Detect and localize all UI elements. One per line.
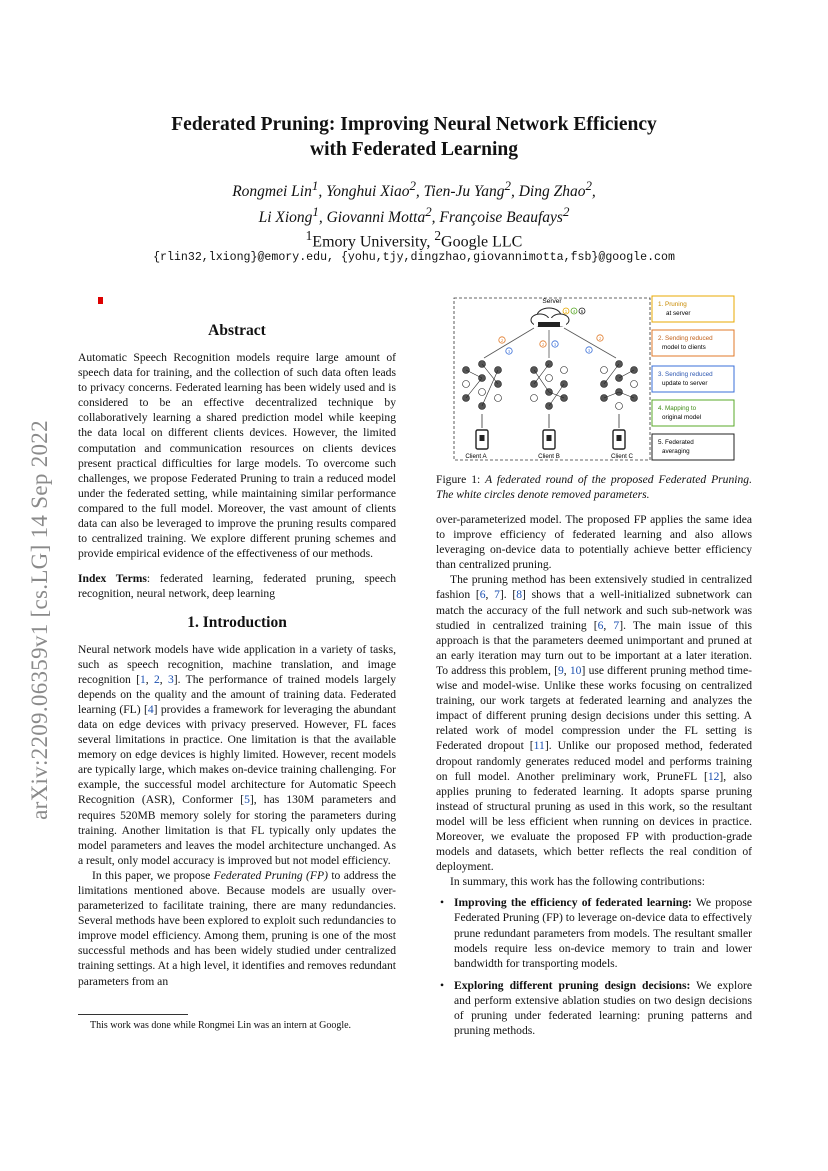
client-c-label: Client C <box>610 453 634 460</box>
affiliations: $^1$Emory University, $^2$Google LLC <box>305 228 523 251</box>
svg-text:2: 2 <box>598 336 602 341</box>
citation-link[interactable]: 4 <box>147 702 154 716</box>
svg-text:3: 3 <box>587 348 591 353</box>
author-emails: {rlin32,lxiong}@emory.edu, {yohu,tjy,dingzhao,giovannimotta,fsb}@google.com <box>153 251 675 264</box>
citation-link[interactable]: 12 <box>707 769 720 783</box>
right-paragraph-2: The pruning method has been extensively studied in centralized fashion [6, 7]. [8] shows that a well-initialized subnetwork can match the accuracy of the full network and such sub-network was studied in centralized training [6, 7]. The main issue of this approach is that the parameters deemed unimportant and pruned at an early iteration may turn out to be important at a later iteration. To address this problem, [9, 10] use different pruning method time-wise and model-wise. Unlike these works focusing on centralized training, our work targets at federated learning and analyzes the impact of different pruning design decisions under this setting. A related work of model compression under the FL setting is Federated dropout [11]. Unlike our proposed method, federated dropout randomly generates reduced model and performs training on full model. Another preliminary work, PruneFL [12], also applies pruning to federated learning. It adopts sparse pruning instead of structural pruning as used in this work, so the resultant model will be less efficient when running on devices in practice. Moreover, we evaluate the proposed FP with production-grade models and datasets, which better reflects the real condition of deployment. <box>436 573 753 874</box>
left-column <box>78 320 396 989</box>
list-item: • Improving the efficiency of federated learning: We propose Federated Pruning (FP) to leverage on-device data to effectively prune redundant parameters from models. The resultant smaller models require less on-device memory to train and lower bandwidth for transporting models. <box>454 895 752 970</box>
svg-text:3. Sending reduced: 3. Sending reduced <box>658 371 713 378</box>
federated-pruning-diagram <box>436 292 752 464</box>
citation-link[interactable]: 2 <box>153 672 160 686</box>
arxiv-id: arXiv:2209.06359v1 [cs.LG] 14 Sep 2022 <box>27 420 52 820</box>
figure-caption: Figure 1: A federated round of the proposed Federated Pruning. The white circles denote removed parameters. <box>436 473 752 501</box>
citation-link[interactable]: 8 <box>516 588 523 602</box>
title-line-2: with Federated Learning <box>310 139 518 160</box>
svg-text:4: 4 <box>572 309 576 314</box>
title-line-1: Federated Pruning: Improving Neural Network Efficiency <box>171 114 657 135</box>
right-paragraph-3: In summary, this work has the following contributions: <box>450 875 705 889</box>
legend-step-3 <box>652 366 734 392</box>
author-list: Rongmei Lin$^1$, Yonghui Xiao$^2$, Tien-Ju Yang$^2$, Ding Zhao$^2$, Li Xiong$^1$, Giovanni Motta$^2$, Françoise Beaufays$^2$ <box>232 178 596 227</box>
footnote <box>78 1014 396 1031</box>
contributions-list <box>436 895 752 1038</box>
svg-text:2: 2 <box>500 338 504 343</box>
arrow-to-client-c <box>564 328 616 358</box>
svg-text:averaging: averaging <box>662 448 690 455</box>
intro-paragraph-2: In this paper, we propose Federated Pruning (FP) to address the limitations mentioned above. Because models are usually over-parameterized to facilitate training, there are many redundancies. Several methods have been explored to exploit such redundancies to improve model efficiency. Among them, pruning is one of the most successful methods and has been widely studied under centralized training settings. At a high level, it identifies and removes redundant parameters from an <box>78 868 397 988</box>
citation-link[interactable]: 3 <box>167 672 174 686</box>
svg-text:5: 5 <box>580 309 584 314</box>
svg-text:1: 1 <box>564 309 568 314</box>
client-b-label: Client B <box>538 453 560 460</box>
svg-text:2: 2 <box>541 342 545 347</box>
author-name: Tien-Ju Yang <box>423 183 505 201</box>
citation-link[interactable]: 5 <box>244 793 250 807</box>
svg-text:4. Mapping to: 4. Mapping to <box>658 405 697 412</box>
author-name: Li Xiong <box>258 209 313 227</box>
svg-text:original model: original model <box>662 414 702 421</box>
right-paragraph-1: over-parameterized model. The proposed FP applies the same idea to improve efficiency of federated learning and also allows leveraging on-device data to potentially achieve better efficiency than centralized pruning. <box>436 513 752 572</box>
client-c-network <box>601 361 638 410</box>
citation-link[interactable]: 6 <box>597 618 604 632</box>
footnote-text: This work was done while Rongmei Lin was an intern at Google. <box>90 1020 352 1031</box>
svg-text:3: 3 <box>507 349 511 354</box>
abstract-text: Automatic Speech Recognition models require large amount of speech data for training, and the collection of such data often leads to privacy concerns. Federated learning has been widely used and is considered to be an effective decentralized technique by collaboratively learning a shared prediction model while keeping the data local on different clients devices. However, the limited computation and communication resources on clients devices present practical difficulties for large models. To overcome such challenges, we propose Federated Pruning to train a reduced model under the federated setting, while maintaining similar performance compared to the full model. Moreover, the vast amount of clients data can also be leveraged to improve the pruning results compared to centralized training. We explore different pruning schemes and provide empirical evidence of the effectiveness of our methods. <box>78 351 396 561</box>
svg-text:5. Federated: 5. Federated <box>658 439 694 446</box>
citation-link[interactable]: 11 <box>533 739 545 753</box>
legend-step-1 <box>652 296 734 322</box>
citation-link[interactable]: 1 <box>139 672 146 686</box>
red-marker <box>98 297 103 304</box>
legend-step-2 <box>652 330 734 356</box>
right-column <box>436 292 752 1045</box>
citation-link[interactable]: 10 <box>569 663 582 677</box>
paper-title <box>120 112 708 162</box>
list-item: • Exploring different pruning design decisions: We explore and perform extensive ablation studies on two design decisions of pruning under federated learning: pruning patterns and pruning methods. <box>454 978 752 1038</box>
intro-heading: 1. Introduction <box>187 613 287 631</box>
author-name: Giovanni Motta <box>326 209 426 227</box>
author-name: Ding Zhao <box>518 183 586 201</box>
citation-link[interactable]: 6 <box>479 588 486 602</box>
client-a-network <box>463 361 502 410</box>
author-name: Rongmei Lin <box>232 183 312 201</box>
svg-text:at server: at server <box>666 310 691 317</box>
footnote-rule <box>78 1014 188 1015</box>
author-name: Yonghui Xiao <box>326 183 410 201</box>
citation-link[interactable]: 9 <box>557 663 564 677</box>
citation-link[interactable]: 7 <box>613 618 620 632</box>
author-name: Françoise Beaufays <box>439 209 563 227</box>
arxiv-watermark <box>10 360 70 880</box>
svg-text:model to clients: model to clients <box>662 344 706 351</box>
client-a-label: Client A <box>465 453 487 460</box>
svg-text:1. Pruning: 1. Pruning <box>658 301 687 308</box>
intro-paragraph-1: Neural network models have wide application in a variety of tasks, such as speech recognition, machine translation, and image recognition [1, 2, 3]. The performance of trained models largely depends on the quality and the amount of training data. Federated learning (FL) [4] provides a framework for leveraging the abundant data on edge devices with privacy preserved. However, FL faces several limitations in practice. One limitation is that the available memory on edge devices is highly limited. However, recent models are typically large, which makes on-device training challenging. For example, the successful model architecture for Automatic Speech Recognition (ASR), Conformer [5], has 130M parameters and requires 520MB memory solely for storing the parameters during training. Another limitation is that FL typically only updates the model parameters and leaves the model architecture unchanged. As a result, only model accuracy is improved but not model efficiency. <box>78 642 397 867</box>
client-b-network <box>531 361 568 410</box>
legend-step-5 <box>652 434 734 460</box>
abstract-heading: Abstract <box>208 322 266 339</box>
index-terms: Index Terms: federated learning, federated pruning, speech recognition, neural network, deep learning <box>78 572 396 601</box>
svg-text:3: 3 <box>553 342 557 347</box>
figure-1 <box>436 292 752 464</box>
citation-link[interactable]: 7 <box>494 588 500 602</box>
svg-text:2. Sending reduced: 2. Sending reduced <box>658 335 713 342</box>
server-label: Server <box>542 298 562 305</box>
svg-text:update to server: update to server <box>662 380 708 387</box>
legend-step-4 <box>652 400 734 426</box>
